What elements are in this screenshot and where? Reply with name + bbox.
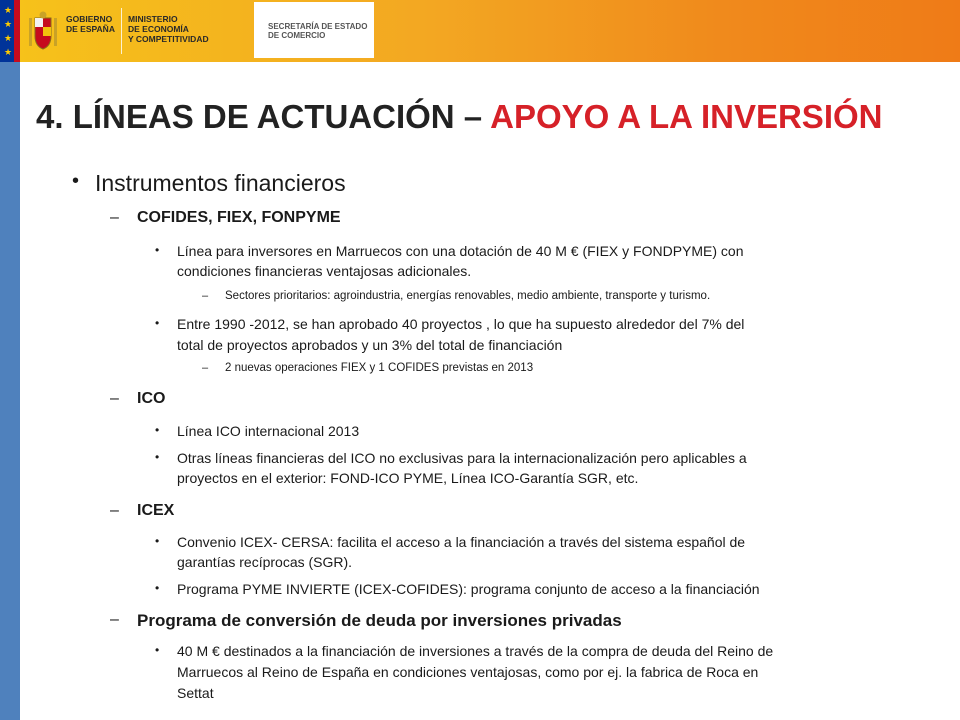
bullet-icon: •	[155, 534, 160, 548]
icex-bullet1-line1: Convenio ICEX- CERSA: facilita el acceso a la financiación a través del sistema español de	[177, 534, 746, 550]
dash-icon: –	[202, 290, 209, 302]
cofides-bullet2-line2: total de proyectos aprobados y un 3% del total de financiación	[177, 337, 563, 353]
bullet-icon: •	[155, 316, 160, 330]
bullet-icon: •	[72, 170, 80, 192]
bullet-icon: •	[155, 450, 160, 464]
cofides-sub1: Sectores prioritarios: agroindustria, energías renovables, medio ambiente, transporte y turismo.	[225, 290, 711, 302]
government-label: GOBIERNO DE ESPAÑA	[66, 14, 115, 34]
bullet-icon: •	[155, 423, 160, 437]
deuda-bullet1-line2: Marruecos al Reino de España en condiciones ventajosas, como por ej. la fabrica de Roca en	[177, 664, 759, 680]
secretariat-label: SECRETARÍA DE ESTADO DE COMERCIO	[268, 22, 368, 40]
deuda-bullet1-line1: 40 M € destinados a la financiación de inversiones a través de la compra de deuda del Reino de	[177, 643, 774, 659]
cofides-sub2: 2 nuevas operaciones FIEX y 1 COFIDES previstas en 2013	[225, 362, 534, 374]
cofides-label: COFIDES, FIEX, FONPYME	[137, 209, 341, 226]
bullet-icon: •	[155, 243, 160, 257]
cofides-bullet1-line2: condiciones financieras ventajosas adicionales.	[177, 263, 472, 279]
section-heading: Instrumentos financieros	[95, 170, 346, 196]
icex-bullet1-line2: garantías recíprocas (SGR).	[177, 554, 353, 570]
dash-icon: –	[110, 209, 119, 226]
dash-icon: –	[110, 502, 119, 519]
bullet-icon: •	[155, 581, 160, 595]
ico-bullet1: Línea ICO internacional 2013	[177, 423, 360, 439]
eu-flag-icon: ★ ★ ★ ★	[0, 0, 20, 62]
icex-bullet2: Programa PYME INVIERTE (ICEX-COFIDES): programa conjunto de acceso a la financiación	[177, 581, 760, 597]
ministry-label: MINISTERIO DE ECONOMÍA Y COMPETITIVIDAD	[128, 14, 209, 44]
ico-bullet2-line2: proyectos en el exterior: FOND-ICO PYME, Línea ICO-Garantía SGR, etc.	[177, 470, 639, 486]
title-prefix: 4. LÍNEAS DE ACTUACIÓN –	[36, 98, 491, 135]
dash-icon: –	[110, 390, 119, 407]
cofides-bullet1-line1: Línea para inversores en Marruecos con una dotación de 40 M € (FIEX y FONDPYME) con	[177, 243, 744, 259]
icex-label: ICEX	[137, 502, 175, 519]
bullet-icon: •	[155, 643, 160, 657]
dash-icon: –	[202, 362, 209, 374]
ico-label: ICO	[137, 390, 166, 407]
cofides-bullet2-line1: Entre 1990 -2012, se han aprobado 40 proyectos , lo que ha supuesto alrededor del 7% del	[177, 316, 745, 332]
deuda-label: Programa de conversión de deuda por inversiones privadas	[137, 611, 622, 630]
ico-bullet2-line1: Otras líneas financieras del ICO no exclusivas para la internacionalización pero aplicables a	[177, 450, 747, 466]
deuda-bullet1-line3: Settat	[177, 685, 214, 701]
dash-icon: –	[110, 611, 119, 628]
title-highlight: APOYO A LA INVERSIÓN	[490, 98, 883, 135]
